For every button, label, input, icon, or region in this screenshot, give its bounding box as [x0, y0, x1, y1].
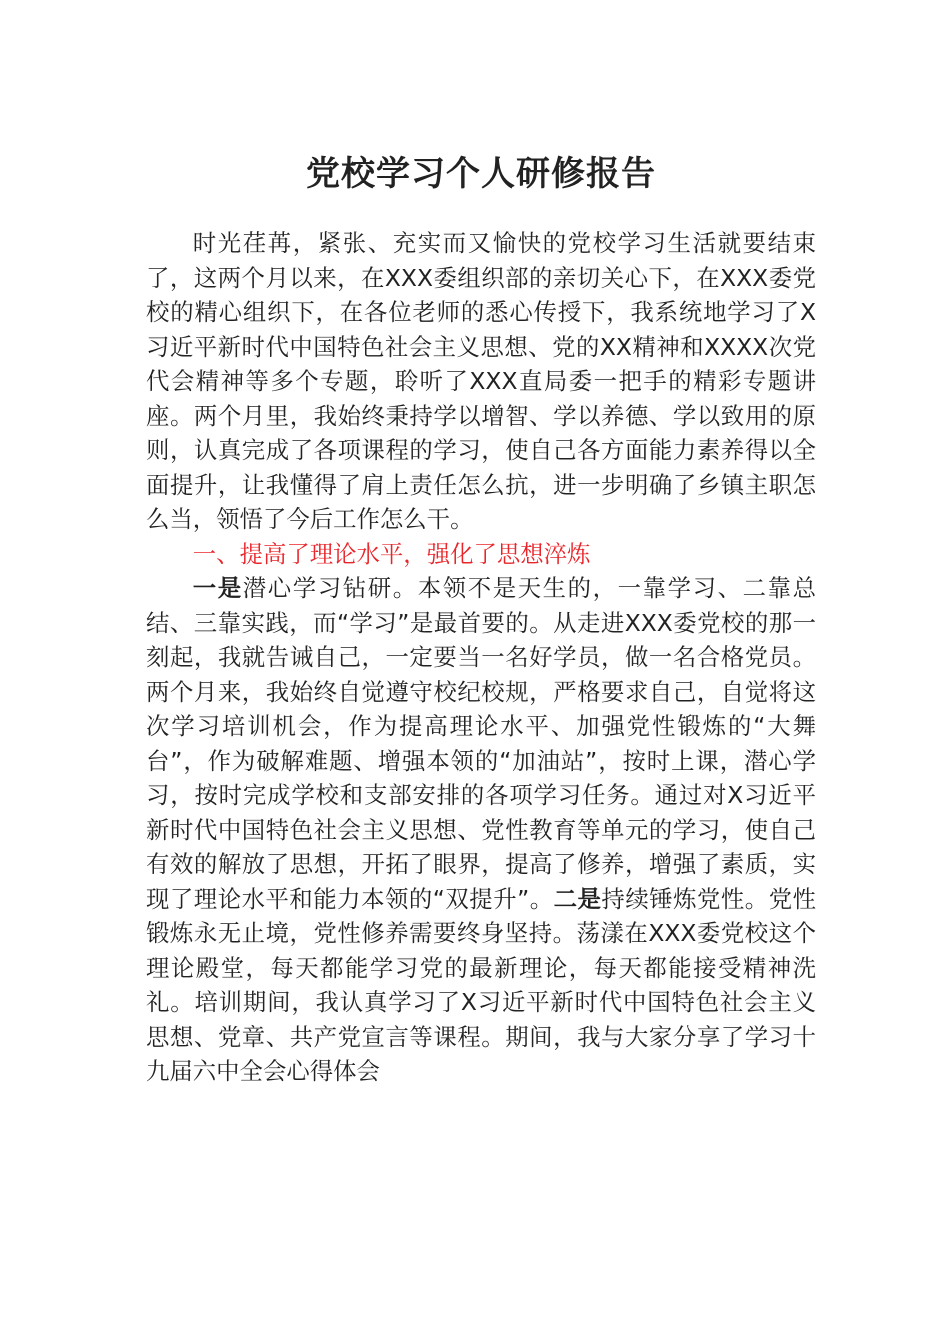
document-title: 党校学习个人研修报告	[306, 154, 656, 194]
lead-label-1: 一是	[192, 574, 243, 602]
section-text-1: 潜心学习钻研。本领不是天生的，一靠学习、二靠总结、三靠实践，而“学习”是最首要的。从走进XXX委党校的那一刻起，我就告诫自己，一定要当一名好学员，做一名合格党员。两个月来，我始终自觉遵守校纪校规，严格要求自己，自觉将这次学习培训机会，作为提高理论水平、加强党性锻炼的“大舞台”，作为破解难题、增强本领的“加油站”，按时上课，潜心学习，按时完成学校和支部安排的各项学习任务。通过对X习近平新时代中国特色社会主义思想、党性教育等单元的学习，使自己有效的解放了思想，开拓了眼界，提高了修养，增强了素质，实现了理论水平和能力本领的“双提升”。	[146, 574, 816, 913]
section-text-2: 持续锤炼党性。党性锻炼永无止境，党性修养需要终身坚持。荡漾在XXX委党校这个理论殿堂，每天都能学习党的最新理论，每天都能接受精神洗礼。培训期间，我认真学习了X习近平新时代中国特色社会主义思想、党章、共产党宣言等课程。期间，我与大家分享了学习十九届六中全会心得体会	[146, 884, 816, 1085]
section-paragraph	[146, 571, 816, 1089]
document-body	[146, 226, 816, 1089]
document-page	[146, 0, 816, 1344]
lead-label-2: 二是	[553, 884, 602, 913]
section-heading: 一、提高了理论水平，强化了思想淬炼	[192, 539, 591, 568]
intro-paragraph: 时光荏苒，紧张、充实而又愉快的党校学习生活就要结束了，这两个月以来，在XXX委组织部的亲切关心下，在XXX委党校的精心组织下，在各位老师的悉心传授下，我系统地学习了X习近平新时代中国特色社会主义思想、党的XX精神和XXXX次党代会精神等多个专题，聆听了XXX直局委一把手的精彩专题讲座。两个月里，我始终秉持学以增智、学以养德、学以致用的原则，认真完成了各项课程的学习，使自己各方面能力素养得以全面提升，让我懂得了肩上责任怎么抗，进一步明确了乡镇主职怎么当，领悟了今后工作怎么干。	[146, 229, 816, 533]
